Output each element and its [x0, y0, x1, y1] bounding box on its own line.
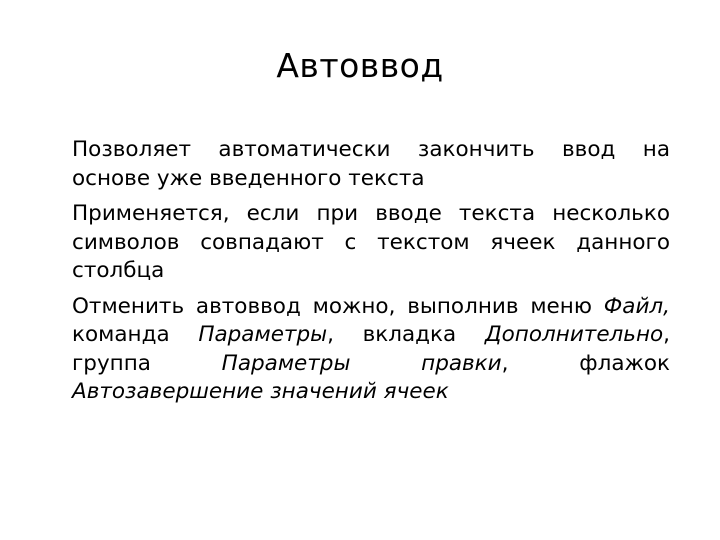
command-name-options: Параметры: [198, 322, 328, 347]
group-name-editing-options: Параметры правки: [221, 350, 502, 376]
text-segment: , вкладка: [327, 322, 485, 347]
checkbox-name-autocomplete: Автозавершение значений ячеек: [72, 379, 449, 404]
text-segment: , группа: [72, 322, 671, 376]
paragraph-autocomplete-usage: Применяется, если при вводе текста несколько символов совпадают с текстом ячеек данного столбца: [72, 201, 670, 283]
text-segment: команда: [72, 322, 199, 347]
menu-name-file: Файл,: [603, 293, 670, 319]
paragraph-autocomplete-disable: [72, 293, 670, 407]
slide-title: Автоввод: [276, 46, 444, 85]
tab-name-advanced: Дополнительно: [484, 322, 664, 347]
text-segment: , флажок: [501, 350, 671, 376]
slide-body: [72, 136, 670, 414]
text-segment: Отменить автоввод можно, выполнив меню: [72, 293, 604, 319]
paragraph-autocomplete-description: Позволяет автоматически закончить ввод на основе уже введенного текста: [72, 137, 670, 191]
